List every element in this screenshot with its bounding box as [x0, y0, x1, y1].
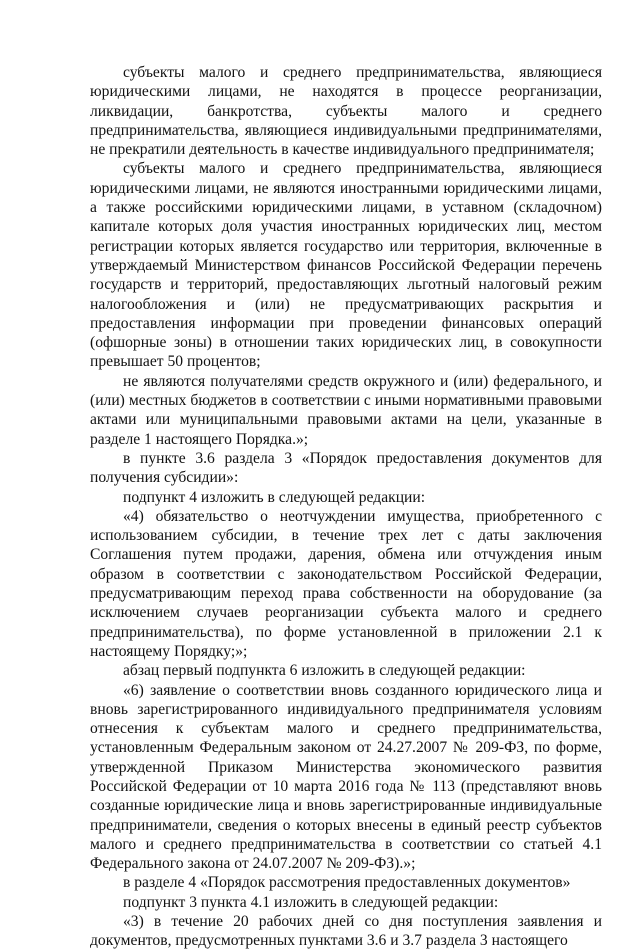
paragraph-subclause-4-text: «4) обязательство о неотчуждении имущества, приобретенного с использованием субсидии, в течение трех лет с даты заключения Соглашения путем продажи, дарения, обмена или отчуждения иным образом в соответствии с законодательством Российской Федерации, предусматривающим переход права собственности на оборудование (за исключением случаев реорганизации субъекта малого и среднего предпринимательства), по форме установленной в приложении 2.1 к настоящему Порядку;»;: [90, 507, 602, 660]
paragraph-not-foreign-entities: субъекты малого и среднего предпринимательства, являющиеся юридическими лицами, не являются иностранными юридическими лицами, а также российскими юридическими лицами, в уставном (складочном) капитале которых доля участия иностранных юридических лиц, местом регистрации которых является государство или территория, включенные в утверждаемый Министерством финансов Российской Федерации перечень государств и территорий, предоставляющих льготный налоговый режим налогообложения и (или) не предусматривающих раскрытия и предоставления информации при проведении финансовых операций (офшорные зоны) в отношении таких юридических лиц, в совокупности превышает 50 процентов;: [90, 160, 602, 371]
document-body: [90, 63, 602, 951]
paragraph-not-in-liquidation: субъекты малого и среднего предпринимательства, являющиеся юридическими лицами, не находятся в процессе реорганизации, ликвидации, банкротства, субъекты малого и среднего предпринимательства, являющиеся индивидуальными предпринимателями, не прекратили деятельность в качестве индивидуального предпринимателя;: [90, 64, 602, 159]
paragraph-clause-3-6: в пункте 3.6 раздела 3 «Порядок предоставления документов для получения субсидии»:: [90, 449, 602, 487]
paragraph-subclause-6-intro: абзац первый подпункта 6 изложить в следующей редакции:: [123, 662, 526, 680]
paragraph-subclause-3-intro: подпункт 3 пункта 4.1 изложить в следующей редакции:: [123, 893, 499, 911]
paragraph-subclause-3-text: «3) в течение 20 рабочих дней со дня поступления заявления и документов, предусмотренных пунктами 3.6 и 3.7 раздела 3 настоящего: [90, 913, 602, 950]
paragraph-subclause-6-text: «6) заявление о соответствии вновь созданного юридического лица и вновь зарегистрированного индивидуального предпринимателя условиям отнесения к субъектам малого и среднего предпринимательства, установленным Федеральным законом от 24.27.2007 № 209-ФЗ, по форме, утвержденной Приказом Министерства экономического развития Российской Федерации от 10 марта 2016 года № 113 (представляют вновь созданные юридические лица и вновь зарегистрированные индивидуальные предприниматели, сведения о которых внесены в единый реестр субъектов малого и среднего предпринимательства в соответствии со статьей 4.1 Федерального закона от 24.07.2007 № 209-ФЗ).»;: [90, 681, 602, 873]
paragraph-subclause-4-intro: подпункт 4 изложить в следующей редакции:: [123, 488, 426, 506]
paragraph-section-4: в разделе 4 «Порядок рассмотрения предоставленных документов»: [123, 874, 571, 892]
paragraph-not-budget-recipients: не являются получателями средств окружного и (или) федерального, и (или) местных бюджетов в соответствии с иными нормативными правовыми актами или муниципальными правовыми актами на цели, указанные в разделе 1 настоящего Порядка.»;: [90, 372, 602, 448]
